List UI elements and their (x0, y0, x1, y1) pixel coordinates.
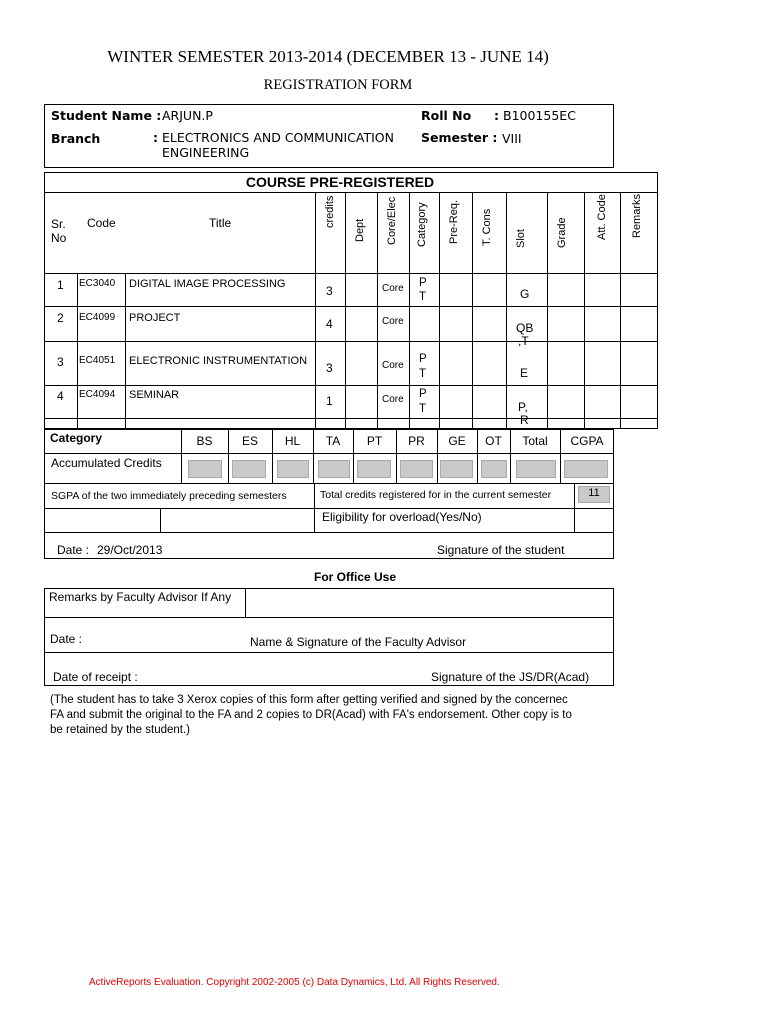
sgpa-label: SGPA of the two immediately preceding semesters (51, 490, 287, 502)
header-credits: credits (324, 195, 336, 228)
row-category-1: P (419, 353, 427, 365)
row-credits: 4 (326, 317, 333, 331)
row-slot-1: G (520, 287, 530, 301)
accumulated-bs-field (188, 460, 222, 478)
category-col-ge: GE (448, 434, 466, 448)
row-slot-1: P, (518, 400, 528, 414)
header-title: Title (209, 216, 232, 230)
row-core: Core (382, 394, 404, 405)
row-title: PROJECT (129, 312, 181, 324)
category-col-hl: HL (284, 434, 301, 448)
category-col-es: ES (241, 434, 258, 448)
header-prereq: Pre-Req. (448, 199, 460, 244)
category-col-pt: PT (366, 434, 383, 448)
row-core: Core (382, 283, 404, 294)
note-line-1: (The student has to take 3 Xerox copies of this form after getting verified and signed by the concernec (50, 694, 568, 706)
branch-label: Branch (51, 131, 101, 146)
accumulated-ot-field (481, 460, 507, 478)
category-label: Category (50, 431, 103, 445)
office-date-label: Date : (50, 632, 83, 646)
row-sr: 4 (57, 389, 64, 403)
receipt-date-label: Date of receipt : (53, 670, 138, 684)
category-col-cgpa: CGPA (570, 434, 604, 448)
student-signature-label: Signature of the student (437, 543, 565, 557)
row-credits: 1 (326, 394, 333, 408)
row-category-2: T (419, 403, 427, 415)
branch-value-line2: ENGINEERING (162, 145, 250, 160)
header-dept: Dept (354, 218, 366, 242)
row-slot-1: QB (516, 321, 534, 335)
row-code: EC4099 (79, 312, 116, 323)
accumulated-total-field (516, 460, 556, 478)
student-name-label: Student Name : (51, 108, 162, 123)
row-category-2: T (419, 368, 427, 380)
remarks-label: Remarks by Faculty Advisor If Any (49, 590, 232, 604)
row-code: EC4094 (79, 389, 116, 400)
note-line-3: be retained by the student.) (50, 724, 191, 736)
accumulated-hl-field (277, 460, 309, 478)
js-signature-label: Signature of the JS/DR(Acad) (431, 670, 590, 684)
course-table-heading: COURSE PRE-REGISTERED (245, 174, 435, 190)
accumulated-credits-label: Accumulated Credits (51, 456, 162, 470)
header-no: No (51, 231, 67, 245)
accumulated-es-field (232, 460, 266, 478)
header-grade: Grade (556, 217, 568, 248)
student-name-value: ARJUN.P (162, 108, 213, 123)
row-sr: 1 (57, 278, 64, 292)
row-slot-2: R (520, 413, 529, 427)
total-registered-value: 11 (588, 487, 600, 499)
header-tcons: T. Cons (481, 208, 493, 246)
row-code: EC4051 (79, 355, 116, 366)
date-label: Date : (57, 543, 90, 557)
roll-no-label: Roll No (421, 108, 472, 123)
row-title: ELECTRONIC INSTRUMENTATION (129, 355, 308, 367)
category-col-ot: OT (485, 434, 502, 448)
header-code: Code (87, 216, 116, 230)
row-category-2: T (419, 291, 427, 303)
accumulated-pr-field (400, 460, 433, 478)
category-col-ta: TA (325, 434, 341, 448)
date-value: 29/Oct/2013 (97, 543, 163, 557)
row-sr: 3 (57, 355, 64, 369)
row-sr: 2 (57, 311, 64, 325)
row-title: DIGITAL IMAGE PROCESSING (129, 278, 286, 290)
row-code: EC3040 (79, 278, 116, 289)
office-use-heading: For Office Use (314, 570, 397, 584)
row-category-1: P (419, 277, 427, 289)
note-line-2: FA and submit the original to the FA and 2 copies to DR(Acad) with FA's endorsement. Other copy is to (50, 709, 572, 721)
form-title: WINTER SEMESTER 2013-2014 (DECEMBER 13 - JUNE 14) (107, 47, 549, 66)
header-category: Category (416, 202, 428, 247)
row-title: SEMINAR (129, 389, 180, 401)
form-subtitle: REGISTRATION FORM (263, 77, 413, 93)
accumulated-ta-field (318, 460, 350, 478)
header-slot: Slot (515, 229, 527, 248)
total-registered-label: Total credits registered for in the current semester (320, 489, 552, 501)
header-core-elec: Core/Elec (386, 196, 398, 245)
branch-value-line1: ELECTRONICS AND COMMUNICATION (162, 130, 394, 145)
semester-label: Semester : (421, 130, 498, 145)
accumulated-cgpa-field (564, 460, 608, 478)
row-credits: 3 (326, 361, 333, 375)
header-remarks: Remarks (631, 193, 643, 238)
header-att-code: Att. Code (596, 194, 608, 240)
roll-no-value: B100155EC (503, 108, 576, 123)
row-core: Core (382, 316, 404, 327)
header-sr: Sr. (51, 217, 66, 231)
row-core: Core (382, 360, 404, 371)
category-col-total: Total (522, 434, 548, 448)
copyright-footer: ActiveReports Evaluation. Copyright 2002-2005 (c) Data Dynamics, Ltd. All Rights Reserved. (89, 977, 500, 988)
accumulated-ge-field (440, 460, 473, 478)
row-slot-1: E (520, 366, 529, 380)
accumulated-pt-field (357, 460, 391, 478)
overload-label: Eligibility for overload(Yes/No) (322, 510, 482, 524)
category-col-bs: BS (196, 434, 213, 448)
row-slot-2: ,T (518, 334, 529, 348)
semester-value: VIII (502, 131, 522, 146)
roll-no-colon: : (494, 108, 499, 123)
row-category-1: P (419, 388, 427, 400)
branch-colon: : (153, 130, 158, 145)
faculty-signature-label: Name & Signature of the Faculty Advisor (250, 635, 467, 649)
category-col-pr: PR (408, 434, 425, 448)
row-credits: 3 (326, 284, 333, 298)
